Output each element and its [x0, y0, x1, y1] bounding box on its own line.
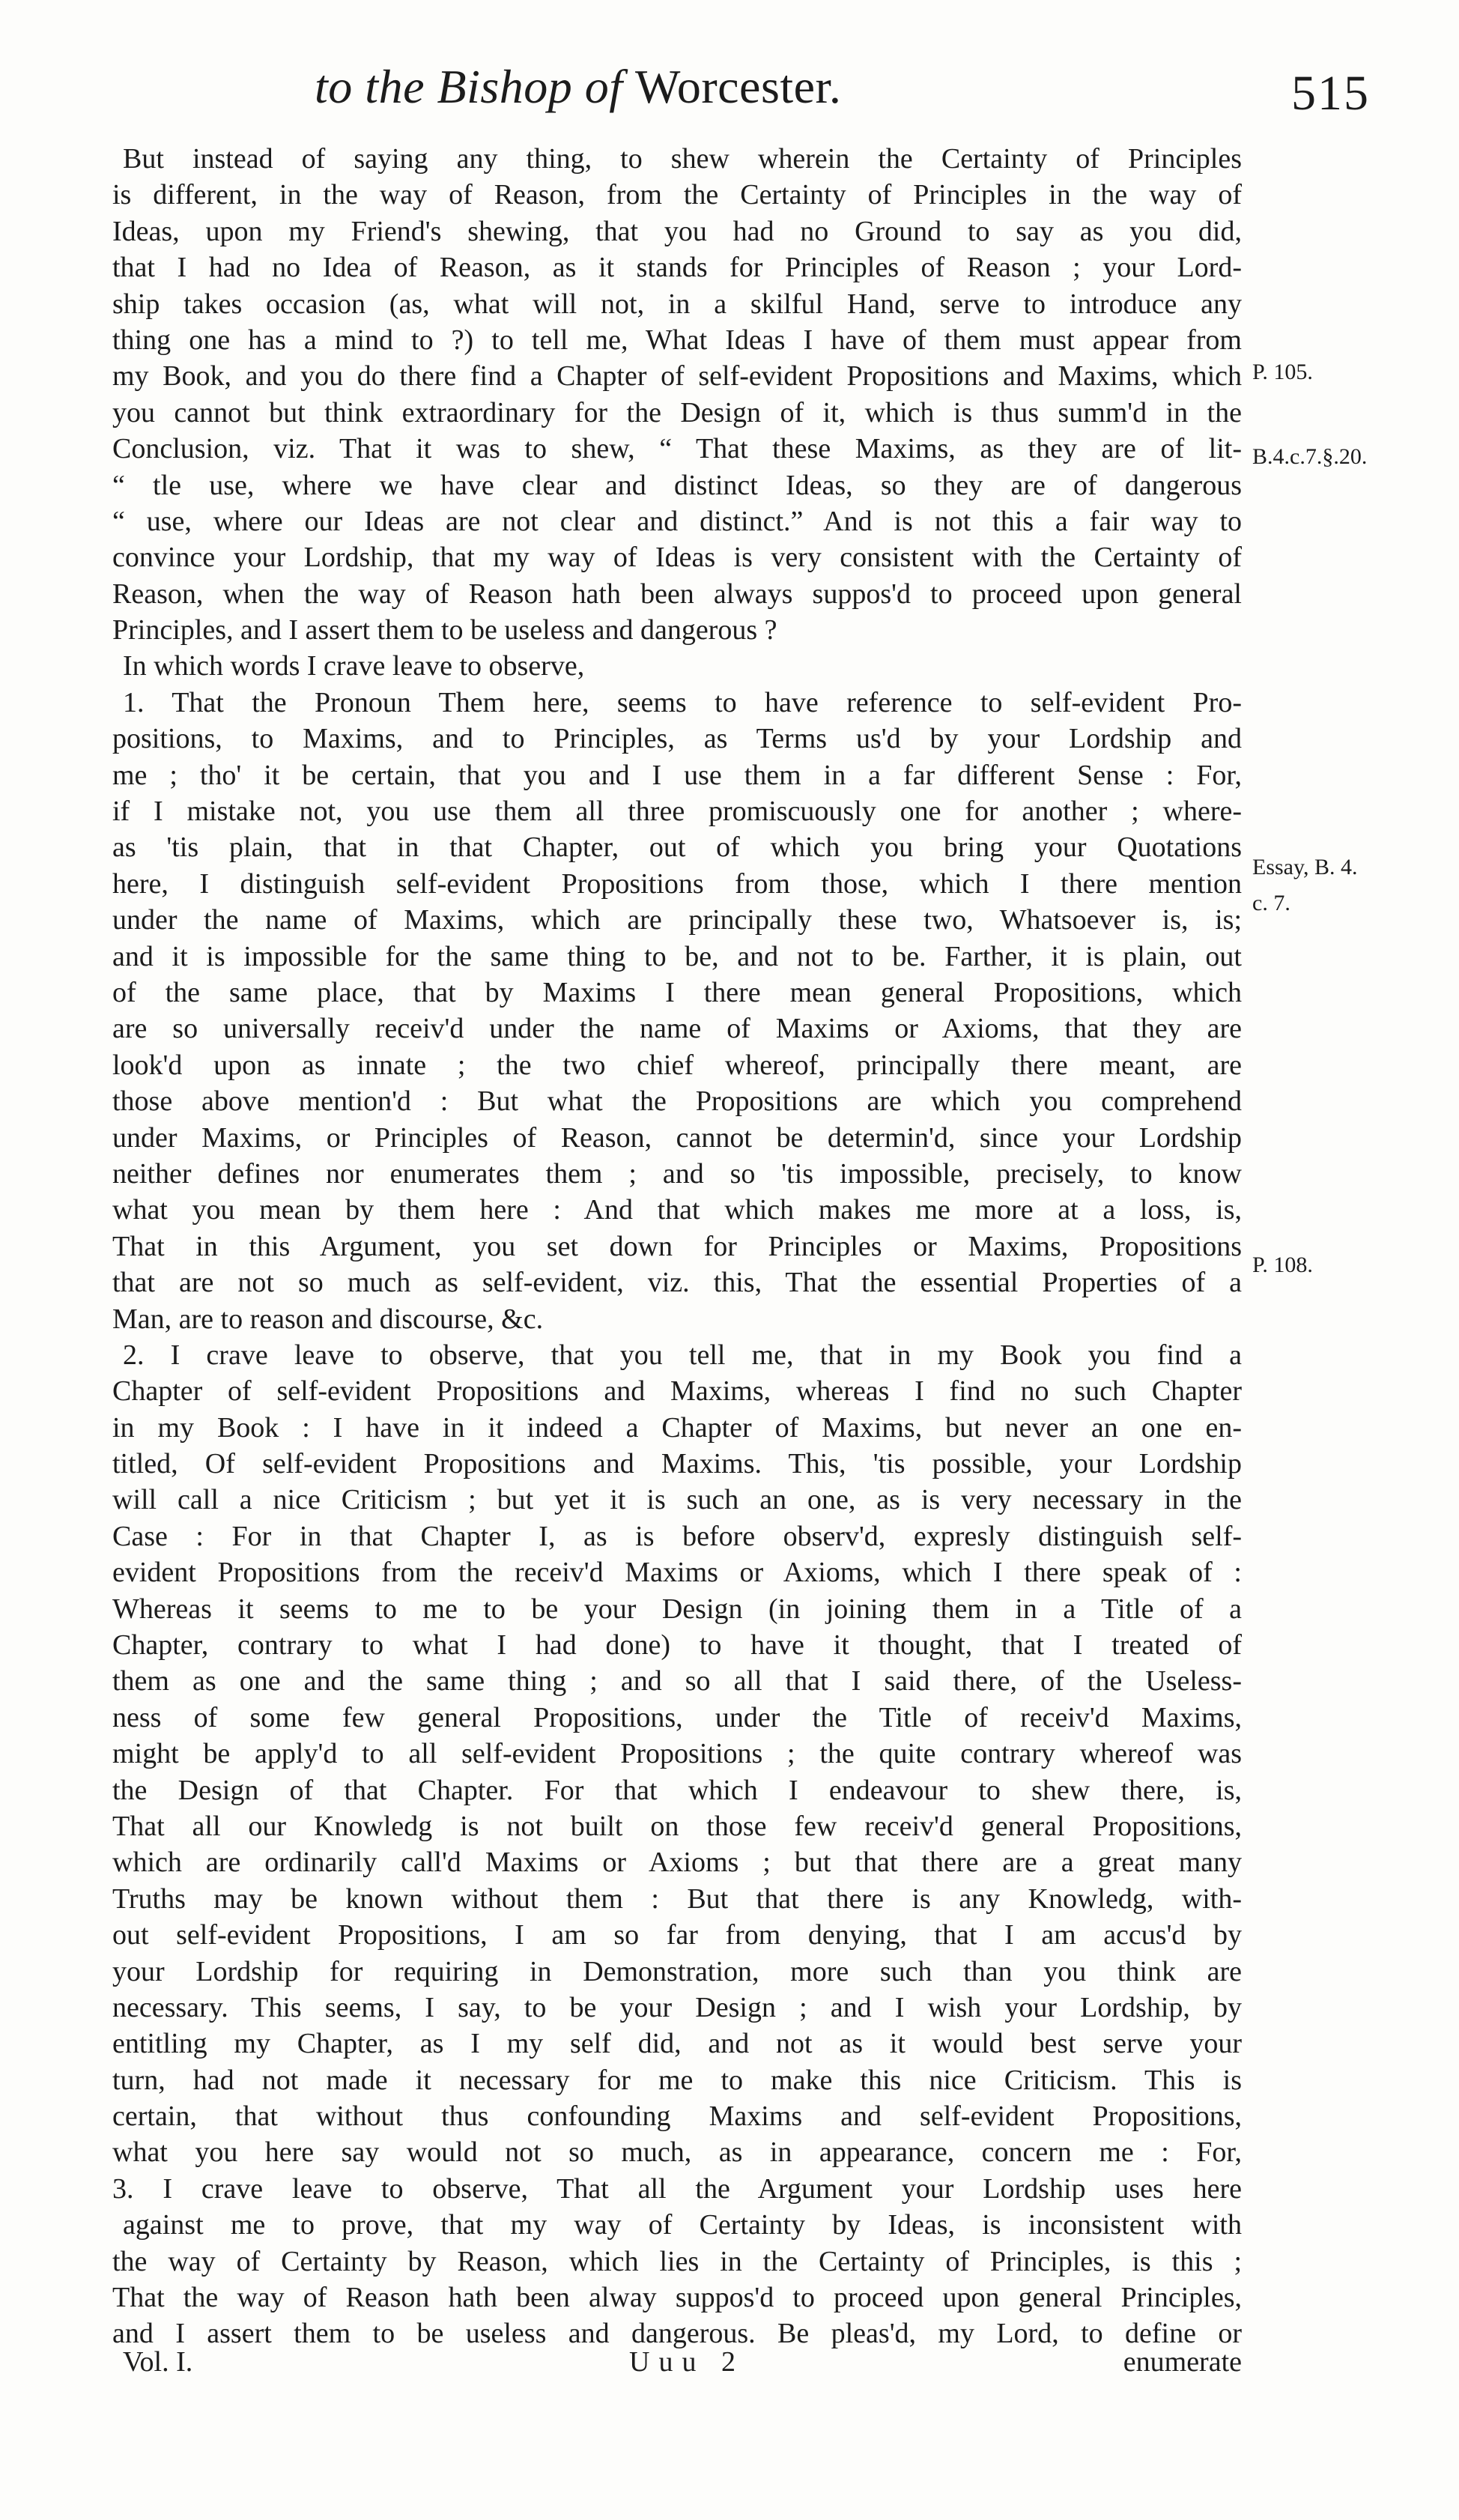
text-line: under the name of Maxims, which are principally these two, Whatsoever is, is;: [112, 904, 1242, 936]
text-line: Truths may be known without them : But that there is any Knowledg, with-: [112, 1883, 1242, 1915]
text-line: “ tle use, where we have clear and distinct Ideas, so they are of dangerous: [112, 469, 1242, 501]
text-line: you cannot but think extraordinary for the Design of it, which is thus summ'd in the: [112, 396, 1242, 428]
text-line: turn, had not made it necessary for me to make this nice Criticism. This is: [112, 2064, 1242, 2096]
running-title-part1: to the: [315, 60, 437, 113]
page-footer: [112, 2342, 1242, 2381]
text-line: against me to prove, that my way of Certainty by Ideas, is inconsistent with: [123, 2209, 1242, 2241]
text-line: might be apply'd to all self-evident Propositions ; the quite contrary whereof was: [112, 1738, 1242, 1770]
text-line: convince your Lordship, that my way of Ideas is very consistent with the Certainty of: [112, 542, 1242, 574]
text-line: evident Propositions from the receiv'd Maxims or Axioms, which I there speak of :: [112, 1557, 1242, 1589]
text-line: 3. I crave leave to observe, That all the Argument your Lordship uses here: [112, 2172, 1242, 2205]
text-line: titled, Of self-evident Propositions and Maxims. This, 'tis possible, your Lordship: [112, 1448, 1242, 1480]
text-line: In which words I crave leave to observe,: [123, 650, 585, 682]
text-line: if I mistake not, you use them all three promiscuously one for another ; where-: [112, 796, 1242, 828]
margin-note-essay-ref: Essay, B. 4.: [1252, 855, 1358, 879]
text-line: Ideas, upon my Friend's shewing, that you had no Ground to say as you did,: [112, 215, 1242, 247]
text-line: as 'tis plain, that in that Chapter, out of which you bring your Quotations: [112, 832, 1242, 864]
text-line: me ; tho' it be certain, that you and I use them in a far different Sense : For,: [112, 759, 1242, 791]
running-title-part4: Worcester.: [635, 60, 842, 113]
page-number: 515: [1291, 66, 1370, 121]
text-line: 2. I crave leave to observe, that you tell me, that in my Book you find a: [123, 1339, 1242, 1371]
text-line: what you here say would not so much, as in appearance, concern me : For,: [112, 2136, 1242, 2169]
running-title-part2: Bishop: [437, 60, 573, 113]
text-line: Reason, when the way of Reason hath been always suppos'd to proceed upon general: [112, 578, 1242, 610]
text-line: that are not so much as self-evident, viz. this, That the essential Properties of a: [112, 1267, 1242, 1299]
text-line: “ use, where our Ideas are not clear and distinct.” And is not this a fair way to: [112, 505, 1242, 537]
text-line: Conclusion, viz. That it was to shew, “ That these Maxims, as they are of lit-: [112, 433, 1242, 465]
text-line: That in this Argument, you set down for Principles or Maxims, Propositions: [112, 1230, 1242, 1262]
text-line: that I had no Idea of Reason, as it stands for Principles of Reason ; your Lord-: [112, 252, 1242, 284]
signature-mark: Uuu 2: [629, 2346, 744, 2378]
text-line: are so universally receiv'd under the name of Maxims or Axioms, that they are: [112, 1013, 1242, 1045]
text-line: them as one and the same thing ; and so all that I said there, of the Useless-: [112, 1665, 1242, 1697]
text-line: positions, to Maxims, and to Principles, as Terms us'd by your Lordship and: [112, 723, 1242, 755]
page-header: [0, 58, 1459, 133]
margin-note-book-ref: B.4.c.7.§.20.: [1252, 444, 1368, 469]
text-line: That all our Knowledg is not built on those few receiv'd general Propositions,: [112, 1810, 1242, 1842]
text-line: in my Book : I have in it indeed a Chapter of Maxims, but never an one en-: [112, 1411, 1242, 1444]
text-line: what you mean by them here : And that which makes me more at a loss, is,: [112, 1194, 1242, 1226]
text-line: entitling my Chapter, as I my self did, and not as it would best serve your: [112, 2028, 1242, 2060]
text-line: look'd upon as innate ; the two chief whereof, principally there meant, are: [112, 1049, 1242, 1081]
text-line: your Lordship for requiring in Demonstration, more such than you think are: [112, 1955, 1242, 1987]
text-line: is different, in the way of Reason, from the Certainty of Principles in the way of: [112, 179, 1242, 211]
text-line: necessary. This seems, I say, to be your Design ; and I wish your Lordship, by: [112, 1991, 1242, 2023]
text-line: Case : For in that Chapter I, as is before observ'd, expresly distinguish self-: [112, 1520, 1242, 1552]
catchword: enumerate: [1123, 2346, 1242, 2378]
text-line: ness of some few general Propositions, under the Title of receiv'd Maxims,: [112, 1701, 1242, 1733]
running-title: [315, 60, 842, 113]
text-line: certain, that without thus confounding Maxims and self-evident Propositions,: [112, 2100, 1242, 2133]
text-line: out self-evident Propositions, I am so far from denying, that I am accus'd by: [112, 1919, 1242, 1951]
text-line: Whereas it seems to me to be your Design (in joining them in a Title of a: [112, 1593, 1242, 1625]
volume-label: Vol. I.: [123, 2346, 193, 2378]
text-line: Chapter of self-evident Propositions and Maxims, whereas I find no such Chapter: [112, 1375, 1242, 1408]
running-title-part3: of: [572, 60, 636, 113]
text-line: That the way of Reason hath been alway suppos'd to proceed upon general Principles,: [112, 2282, 1242, 2314]
margin-note-p105: P. 105.: [1252, 360, 1313, 384]
text-line: and it is impossible for the same thing to be, and not to be. Farther, it is plain, out: [112, 940, 1242, 972]
text-line: will call a nice Criticism ; but yet it is such an one, as is very necessary in the: [112, 1484, 1242, 1516]
text-line: But instead of saying any thing, to shew wherein the Certainty of Principles: [123, 143, 1242, 175]
margin-note-p108: P. 108.: [1252, 1253, 1313, 1277]
body-text: [112, 141, 1242, 2352]
text-line: the Design of that Chapter. For that which I endeavour to shew there, is,: [112, 1774, 1242, 1806]
text-line: thing one has a mind to ?) to tell me, What Ideas I have of them must appear from: [112, 324, 1242, 356]
text-line: of the same place, that by Maxims I there mean general Propositions, which: [112, 976, 1242, 1008]
text-line: and I assert them to be useless and dangerous. Be pleas'd, my Lord, to define or: [112, 2318, 1242, 2350]
margin-note-chapter-ref: c. 7.: [1252, 891, 1290, 915]
text-line: Chapter, contrary to what I had done) to have it thought, that I treated of: [112, 1629, 1242, 1662]
text-line: Man, are to reason and discourse, &c.: [112, 1303, 544, 1335]
text-line: under Maxims, or Principles of Reason, cannot be determin'd, since your Lordship: [112, 1121, 1242, 1154]
text-line: ship takes occasion (as, what will not, in a skilful Hand, serve to introduce any: [112, 288, 1242, 320]
text-line: here, I distinguish self-evident Propositions from those, which I there mention: [112, 867, 1242, 900]
text-line: 1. That the Pronoun Them here, seems to have reference to self-evident Pro-: [123, 686, 1242, 718]
text-line: which are ordinarily call'd Maxims or Axioms ; but that there are a great many: [112, 1847, 1242, 1879]
text-line: those above mention'd : But what the Propositions are which you comprehend: [112, 1085, 1242, 1118]
text-line: Principles, and I assert them to be useless and dangerous ?: [112, 614, 777, 646]
text-line: my Book, and you do there find a Chapter of self-evident Propositions and Maxims, which: [112, 360, 1242, 393]
text-line: neither defines nor enumerates them ; and so 'tis impossible, precisely, to know: [112, 1157, 1242, 1190]
text-line: the way of Certainty by Reason, which lies in the Certainty of Principles, is this ;: [112, 2245, 1242, 2277]
